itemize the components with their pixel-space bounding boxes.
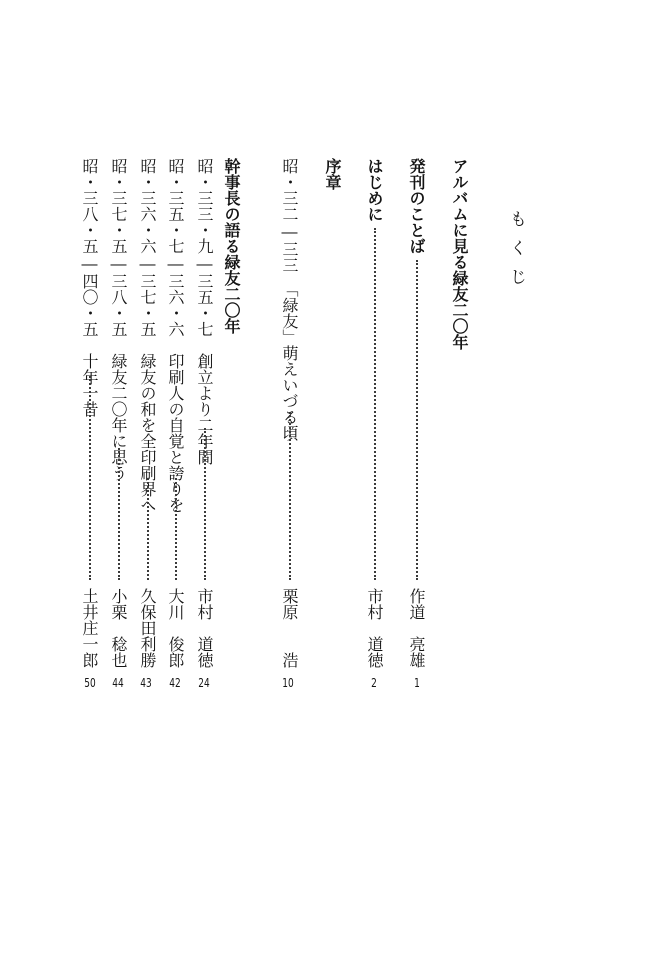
leader-dots (175, 478, 179, 580)
leader-dots (416, 260, 420, 580)
page-number: 43 (140, 676, 152, 690)
toc-entry-album[interactable] (451, 158, 467, 350)
leader-dots (118, 448, 122, 580)
page-number: 42 (169, 676, 181, 690)
toc-section-secretary[interactable] (223, 158, 239, 334)
entry-author: 市村 道徳 (365, 588, 384, 668)
entry-title: はじめに (365, 158, 384, 222)
page-number: 2 (371, 676, 377, 690)
entry-title: アルバムに見る緑友二〇年 (450, 158, 469, 350)
page-number: 10 (282, 676, 294, 690)
toc-entry-preface[interactable] (324, 158, 340, 190)
entry-title: 昭・三八・五―四〇・五 十年一昔 (80, 158, 99, 417)
leader-dots (289, 412, 293, 580)
entry-author: 小栗 稔也 (109, 588, 128, 668)
page-number: 50 (84, 676, 96, 690)
entry-title: 昭・三五・七―三六・六 印刷人の自覚と誇りを (166, 158, 185, 513)
page-number: 1 (414, 676, 420, 690)
entry-author: 大川 俊郎 (166, 588, 185, 668)
toc-entry-introduction[interactable] (366, 158, 382, 222)
entry-title: 序章 (323, 158, 342, 190)
entry-author: 久保田利勝 (138, 588, 157, 668)
toc-entry-foreword[interactable] (408, 158, 424, 254)
entry-title: 昭・三三・九―三五・七 創立より二年間 (195, 158, 214, 465)
entry-author: 土井庄一郎 (80, 588, 99, 668)
entry-author: 栗原 浩 (280, 588, 299, 668)
toc-entry-1957[interactable] (281, 158, 297, 441)
entry-title: 昭・三二―三三 「緑友」萌えいづる頃 (280, 158, 299, 441)
entry-title: 幹事長の語る緑友二〇年 (222, 158, 241, 334)
entry-title: 発刊のことば (407, 158, 426, 254)
entry-title: 昭・三六・六―三七・五 緑友の和を全印刷界へ (138, 158, 157, 513)
toc-entry-1958[interactable] (196, 158, 212, 465)
entry-title: 昭・三七・五―三八・五 緑友二〇年に思う (109, 158, 128, 481)
leader-dots (204, 428, 208, 580)
leader-dots (374, 228, 378, 580)
leader-dots (147, 478, 151, 580)
toc-entry-1961[interactable] (139, 158, 155, 513)
toc-heading: もくじ (506, 210, 526, 297)
toc-entry-1962[interactable] (110, 158, 126, 481)
page-number: 44 (112, 676, 124, 690)
entry-author: 作道 亮雄 (407, 588, 426, 668)
entry-author: 市村 道徳 (195, 588, 214, 668)
page-number: 24 (198, 676, 210, 690)
toc-entry-1960[interactable] (167, 158, 183, 513)
leader-dots (89, 376, 93, 580)
